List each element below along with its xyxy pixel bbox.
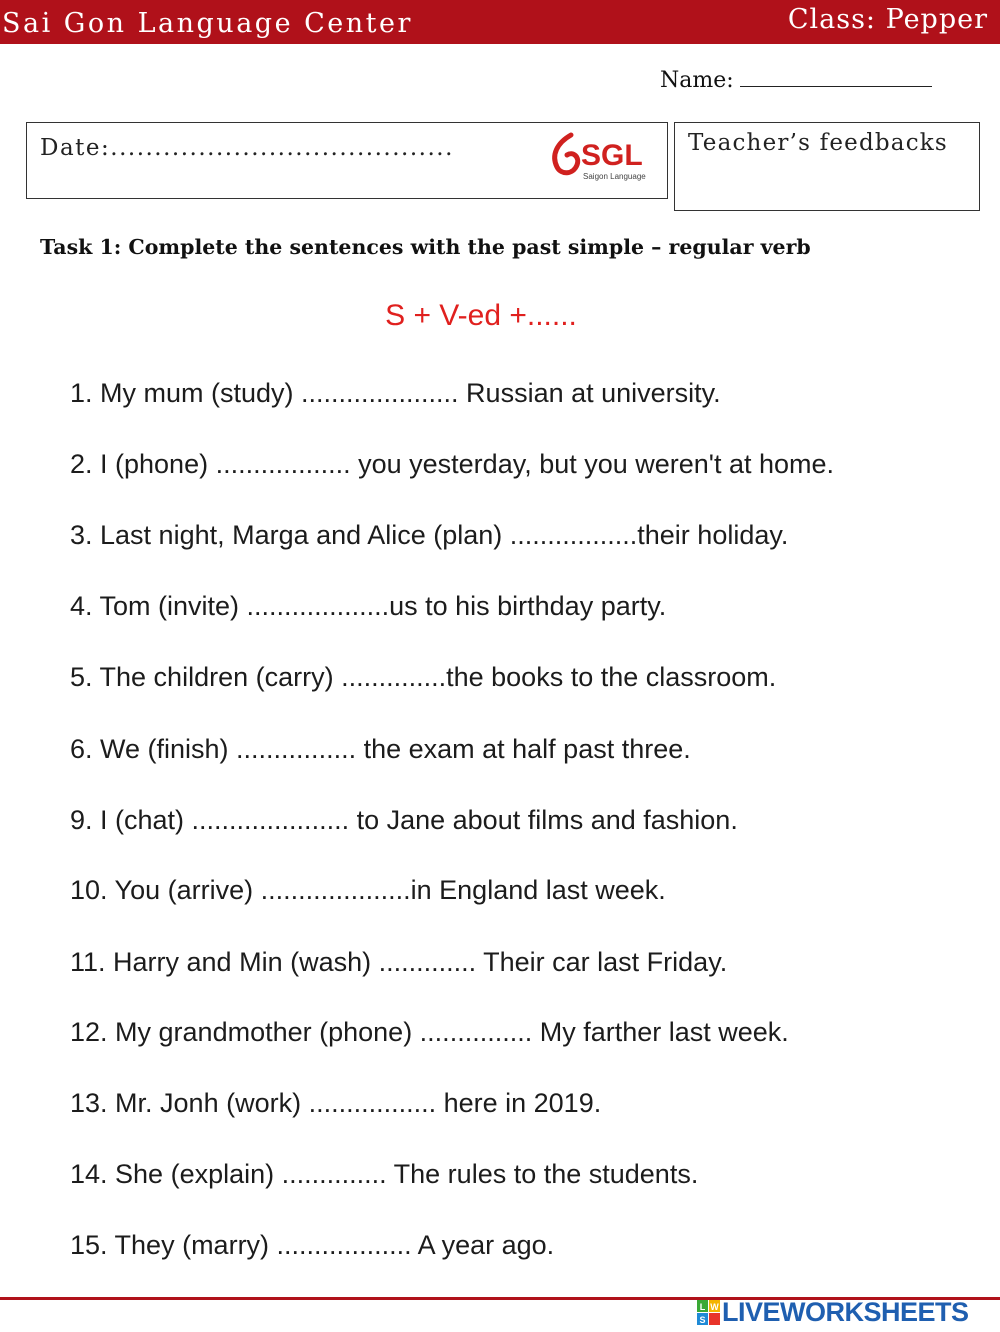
sentence-item: 2. I (phone) .................. you yesterday, but you weren't at home.: [70, 449, 835, 479]
name-field: [660, 68, 932, 93]
sentence-item: 10. You (arrive) ....................in England last week.: [70, 875, 666, 905]
liveworksheets-blocks-icon: [696, 1299, 722, 1327]
teacher-feedback-label: Teacher’s feedbacks: [688, 130, 948, 156]
task-title: Task 1: Complete the sentences with the past simple – regular verb: [40, 235, 811, 259]
sentence-item: 12. My grandmother (phone) ............... My farther last week.: [70, 1017, 789, 1047]
sentence-item: 1. My mum (study) ..................... Russian at university.: [70, 378, 721, 408]
sgl-logo-brand: SGL: [581, 139, 643, 172]
sentence-item: 4. Tom (invite) ...................us to his birthday party.: [70, 591, 667, 621]
sgl-logo-swoosh-icon: [555, 135, 578, 173]
sentence-item: 11. Harry and Min (wash) ............. Their car last Friday.: [70, 947, 728, 977]
name-label: Name:: [660, 68, 734, 93]
svg-text:L: L: [699, 1302, 706, 1312]
sgl-logo-subtitle: Saigon Language: [583, 172, 646, 181]
sentence-item: 13. Mr. Jonh (work) ................. here in 2019.: [70, 1088, 602, 1118]
sgl-logo: [547, 129, 657, 185]
class-label: Class: Pepper: [787, 4, 988, 35]
liveworksheets-watermark: LIVEWORKSHEETS: [722, 1297, 969, 1327]
svg-text:W: W: [710, 1302, 719, 1312]
date-label: Date:.......................................: [40, 135, 454, 161]
sentence-item: 6. We (finish) ................ the exam at half past three.: [70, 734, 691, 764]
sentence-item: 9. I (chat) ..................... to Jane about films and fashion.: [70, 805, 738, 835]
sentence-item: 14. She (explain) .............. The rules to the students.: [70, 1159, 699, 1189]
teacher-feedback-box: [674, 122, 980, 211]
sentence-item: 15. They (marry) .................. A year ago.: [70, 1230, 555, 1260]
liveworksheets-logo: [696, 1299, 992, 1329]
date-box: [26, 122, 668, 199]
svg-text:S: S: [699, 1315, 706, 1325]
header-bar: [0, 0, 1000, 44]
sentence-item: 5. The children (carry) ..............the books to the classroom.: [70, 662, 777, 692]
name-blank-line: [740, 68, 932, 87]
center-name: Sai Gon Language Center: [2, 8, 413, 39]
grammar-formula: S + V-ed +......: [385, 299, 577, 332]
sentence-item: 3. Last night, Marga and Alice (plan) .................their holiday.: [70, 520, 789, 550]
